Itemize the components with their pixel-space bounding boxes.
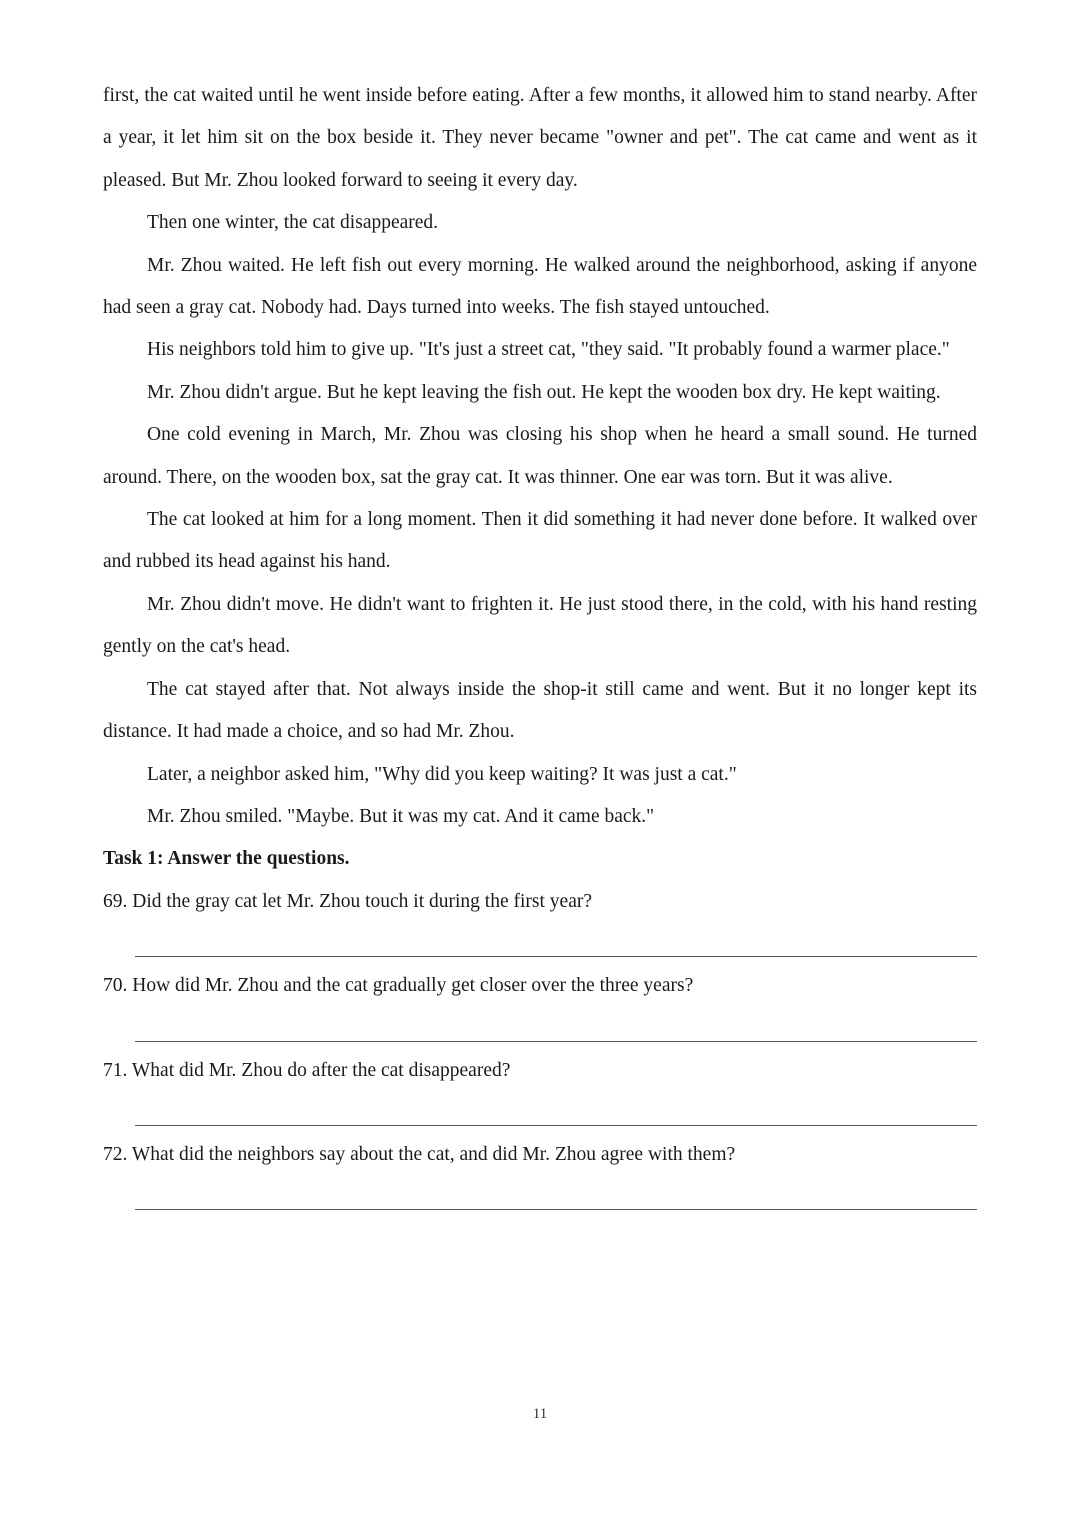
passage-paragraph-8: Mr. Zhou didn't move. He didn't want to frighten it. He just stood there, in the cold, with his hand resting gently on the cat's head. bbox=[103, 593, 977, 658]
question-72: 72. What did the neighbors say about the cat, and did Mr. Zhou agree with them? bbox=[103, 1143, 736, 1165]
question-71: 71. What did Mr. Zhou do after the cat disappeared? bbox=[103, 1059, 511, 1081]
passage-paragraph-1: first, the cat waited until he went inside before eating. After a few months, it allowed him to stand nearby. After a year, it let him sit on the box beside it. They never became "owner and pet". The cat came and went as it pleased. But Mr. Zhou looked forward to seeing it every day. bbox=[103, 85, 977, 191]
page-number: 11 bbox=[532, 1406, 548, 1422]
task-section bbox=[103, 838, 977, 1218]
passage-paragraph-6: One cold evening in March, Mr. Zhou was closing his shop when he heard a small sound. He turned around. There, on the wooden box, sat the gray cat. It was thinner. One ear was torn. But it was alive. bbox=[103, 424, 977, 488]
passage-paragraph-11: Mr. Zhou smiled. "Maybe. But it was my cat. And it came back." bbox=[147, 805, 655, 827]
task-heading: Task 1: Answer the questions. bbox=[103, 848, 350, 870]
answer-line-72[interactable] bbox=[135, 1176, 977, 1218]
passage-paragraph-10: Later, a neighbor asked him, "Why did you keep waiting? It was just a cat." bbox=[147, 763, 737, 785]
passage-paragraph-5: Mr. Zhou didn't argue. But he kept leaving the fish out. He kept the wooden box dry. He kept waiting. bbox=[147, 381, 941, 403]
document-page bbox=[103, 75, 977, 1218]
question-70: 70. How did Mr. Zhou and the cat gradually get closer over the three years? bbox=[103, 975, 694, 997]
passage bbox=[103, 75, 977, 838]
passage-paragraph-2: Then one winter, the cat disappeared. bbox=[147, 212, 439, 234]
answer-line-71[interactable] bbox=[135, 1092, 977, 1134]
passage-paragraph-7: The cat looked at him for a long moment. Then it did something it had never done before. It walked over and rubbed its head against his hand. bbox=[103, 509, 977, 573]
answer-line-70[interactable] bbox=[135, 1008, 977, 1050]
passage-paragraph-4: His neighbors told him to give up. "It's just a street cat, "they said. "It probably found a warmer place." bbox=[147, 339, 950, 361]
passage-paragraph-9: The cat stayed after that. Not always inside the shop-it still came and went. But it no longer kept its distance. It had made a choice, and so had Mr. Zhou. bbox=[103, 678, 977, 743]
question-69: 69. Did the gray cat let Mr. Zhou touch it during the first year? bbox=[103, 890, 592, 912]
passage-paragraph-3: Mr. Zhou waited. He left fish out every morning. He walked around the neighborhood, asking if anyone had seen a gray cat. Nobody had. Days turned into weeks. The fish stayed untouched. bbox=[103, 254, 977, 319]
answer-line-69[interactable] bbox=[135, 923, 977, 965]
